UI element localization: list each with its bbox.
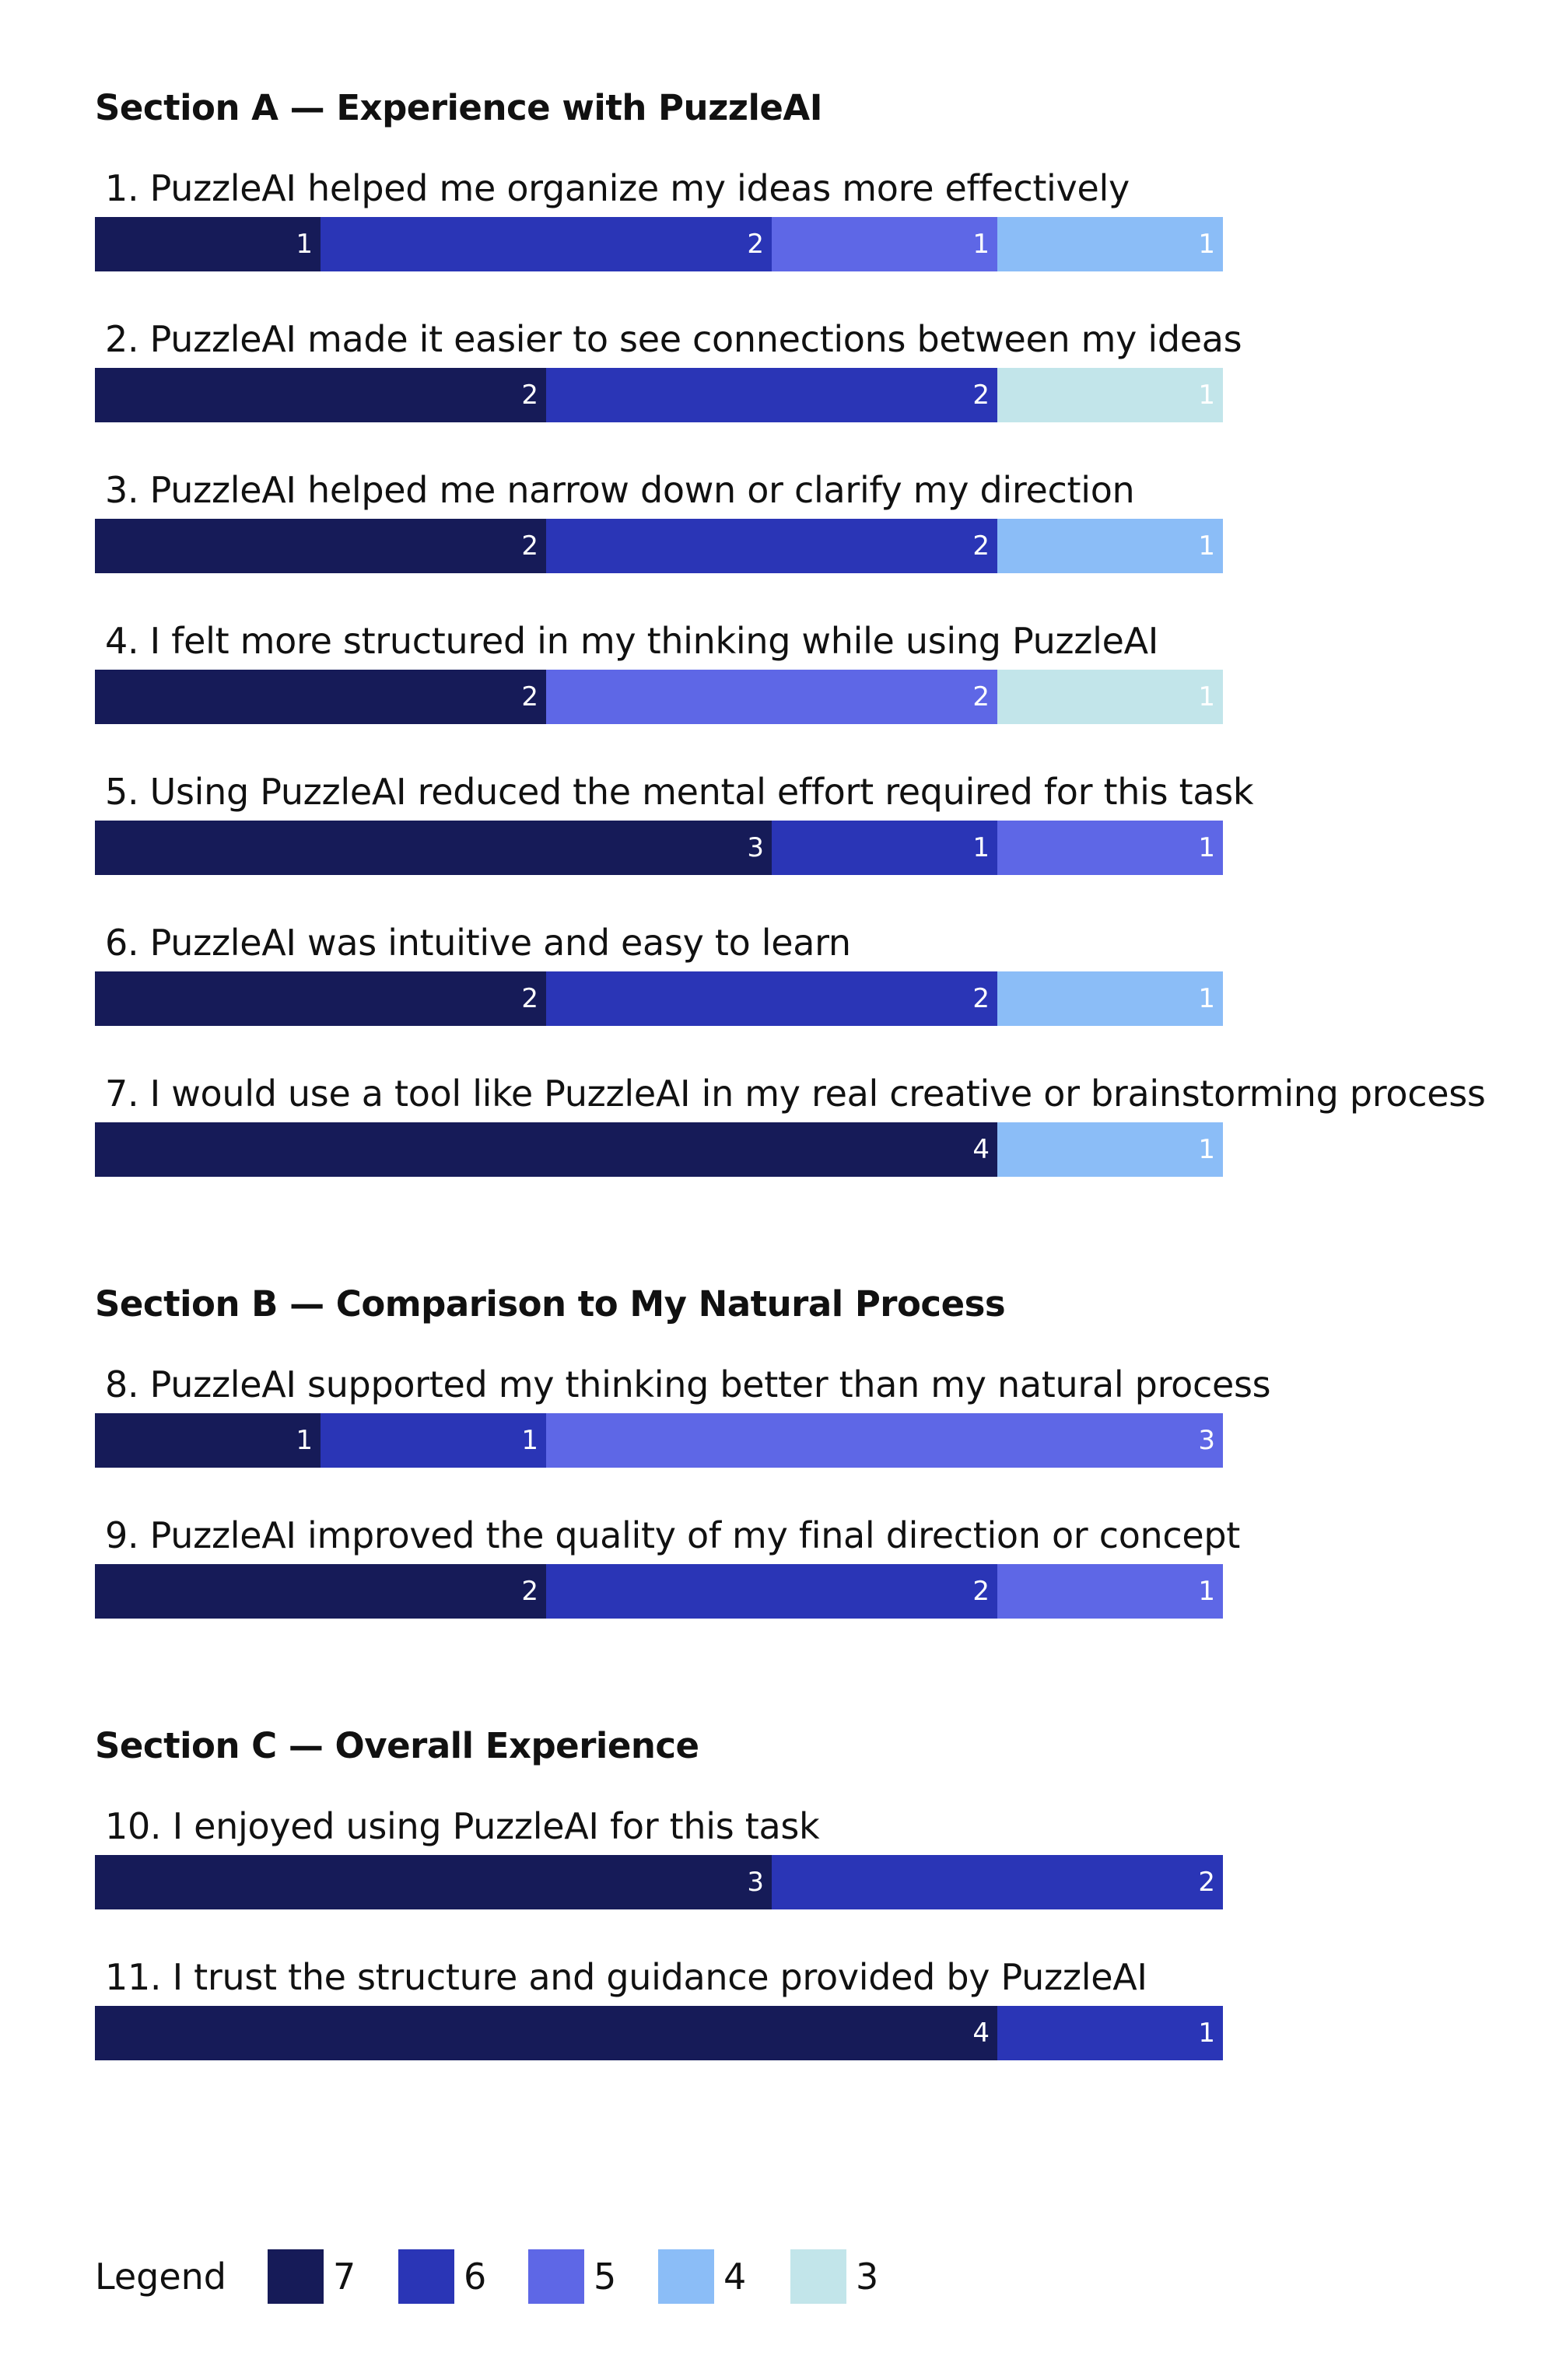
legend-swatch <box>528 2249 584 2304</box>
bar-segment-rating-7 <box>95 971 546 1026</box>
stacked-bar <box>95 1122 1223 1177</box>
bar-segment-rating-4 <box>997 519 1223 573</box>
bar-segment-rating-7 <box>95 217 321 271</box>
segment-count-label: 1 <box>1198 983 1215 1014</box>
bar-segment-rating-7 <box>95 1855 772 1909</box>
bar-segment-rating-6 <box>321 1413 546 1468</box>
question-label: 7. I would use a tool like PuzzleAI in my real creative or brainstorming process <box>105 1073 1486 1115</box>
bar-segment-rating-6 <box>546 368 997 422</box>
segment-count-label: 2 <box>521 983 538 1014</box>
stacked-bar <box>95 217 1223 271</box>
segment-count-label: 2 <box>972 1576 990 1607</box>
stacked-bar <box>95 1855 1223 1909</box>
segment-count-label: 1 <box>296 1425 313 1456</box>
section-title: Section B — Comparison to My Natural Process <box>95 1283 1006 1325</box>
question-row <box>0 922 1566 1038</box>
bar-segment-rating-6 <box>546 1564 997 1619</box>
bar-segment-rating-4 <box>997 1122 1223 1177</box>
segment-count-label: 1 <box>296 229 313 260</box>
bar-segment-rating-6 <box>997 2006 1223 2060</box>
question-row <box>0 469 1566 586</box>
section-title: Section A — Experience with PuzzleAI <box>95 87 822 128</box>
segment-count-label: 2 <box>972 681 990 712</box>
segment-count-label: 1 <box>521 1425 538 1456</box>
segment-count-label: 4 <box>972 1134 990 1165</box>
segment-count-label: 2 <box>521 1576 538 1607</box>
question-label: 6. PuzzleAI was intuitive and easy to learn <box>105 922 851 964</box>
question-label: 4. I felt more structured in my thinking while using PuzzleAI <box>105 620 1159 662</box>
stacked-bar <box>95 971 1223 1026</box>
legend-label: 5 <box>594 2256 617 2298</box>
bar-segment-rating-7 <box>95 368 546 422</box>
question-label: 1. PuzzleAI helped me organize my ideas more effectively <box>105 167 1130 209</box>
bar-segment-rating-7 <box>95 1122 997 1177</box>
segment-count-label: 1 <box>1198 2018 1215 2049</box>
question-row <box>0 1805 1566 1922</box>
bar-segment-rating-6 <box>772 821 997 875</box>
question-row <box>0 1956 1566 2073</box>
legend-label: 4 <box>723 2256 747 2298</box>
section-title: Section C — Overall Experience <box>95 1725 699 1766</box>
bar-segment-rating-5 <box>997 1564 1223 1619</box>
bar-segment-rating-3 <box>997 670 1223 724</box>
question-row <box>0 1514 1566 1631</box>
segment-count-label: 1 <box>1198 380 1215 411</box>
question-row <box>0 771 1566 887</box>
legend-swatch <box>268 2249 324 2304</box>
bar-segment-rating-7 <box>95 519 546 573</box>
question-label: 9. PuzzleAI improved the quality of my final direction or concept <box>105 1514 1241 1556</box>
legend-title: Legend <box>95 2256 226 2298</box>
bar-segment-rating-6 <box>321 217 772 271</box>
legend <box>95 2249 1184 2304</box>
segment-count-label: 1 <box>1198 681 1215 712</box>
segment-count-label: 2 <box>747 229 764 260</box>
bar-segment-rating-6 <box>546 519 997 573</box>
question-row <box>0 167 1566 284</box>
segment-count-label: 2 <box>521 681 538 712</box>
bar-segment-rating-5 <box>997 821 1223 875</box>
segment-count-label: 2 <box>1198 1867 1215 1898</box>
segment-count-label: 3 <box>747 832 764 863</box>
bar-segment-rating-3 <box>997 368 1223 422</box>
question-label: 3. PuzzleAI helped me narrow down or clarify my direction <box>105 469 1135 511</box>
bar-segment-rating-4 <box>997 217 1223 271</box>
segment-count-label: 1 <box>1198 530 1215 562</box>
question-label: 5. Using PuzzleAI reduced the mental effort required for this task <box>105 771 1254 813</box>
stacked-bar <box>95 821 1223 875</box>
segment-count-label: 1 <box>1198 832 1215 863</box>
bar-segment-rating-4 <box>997 971 1223 1026</box>
segment-count-label: 1 <box>1198 1576 1215 1607</box>
question-label: 10. I enjoyed using PuzzleAI for this task <box>105 1805 820 1847</box>
segment-count-label: 2 <box>521 530 538 562</box>
segment-count-label: 1 <box>972 832 990 863</box>
bar-segment-rating-5 <box>546 670 997 724</box>
segment-count-label: 2 <box>972 380 990 411</box>
legend-swatch <box>658 2249 714 2304</box>
bar-segment-rating-7 <box>95 670 546 724</box>
stacked-bar <box>95 670 1223 724</box>
legend-swatch <box>790 2249 846 2304</box>
segment-count-label: 1 <box>972 229 990 260</box>
segment-count-label: 3 <box>747 1867 764 1898</box>
bar-segment-rating-6 <box>546 971 997 1026</box>
question-label: 2. PuzzleAI made it easier to see connections between my ideas <box>105 318 1242 360</box>
question-row <box>0 1073 1566 1189</box>
bar-segment-rating-6 <box>772 1855 1223 1909</box>
segment-count-label: 3 <box>1198 1425 1215 1456</box>
stacked-bar <box>95 1413 1223 1468</box>
bar-segment-rating-7 <box>95 821 772 875</box>
legend-label: 7 <box>333 2256 356 2298</box>
question-row <box>0 318 1566 435</box>
stacked-bar <box>95 519 1223 573</box>
question-row <box>0 620 1566 737</box>
bar-segment-rating-5 <box>546 1413 1223 1468</box>
segment-count-label: 2 <box>521 380 538 411</box>
question-row <box>0 1363 1566 1480</box>
question-label: 11. I trust the structure and guidance provided by PuzzleAI <box>105 1956 1147 1998</box>
bar-segment-rating-7 <box>95 1413 321 1468</box>
bar-segment-rating-5 <box>772 217 997 271</box>
segment-count-label: 2 <box>972 530 990 562</box>
question-label: 8. PuzzleAI supported my thinking better than my natural process <box>105 1363 1271 1405</box>
segment-count-label: 1 <box>1198 229 1215 260</box>
legend-swatch <box>398 2249 454 2304</box>
stacked-bar <box>95 368 1223 422</box>
stacked-bar <box>95 1564 1223 1619</box>
legend-label: 6 <box>464 2256 487 2298</box>
segment-count-label: 1 <box>1198 1134 1215 1165</box>
stacked-bar <box>95 2006 1223 2060</box>
bar-segment-rating-7 <box>95 1564 546 1619</box>
bar-segment-rating-7 <box>95 2006 997 2060</box>
legend-label: 3 <box>856 2256 879 2298</box>
segment-count-label: 4 <box>972 2018 990 2049</box>
segment-count-label: 2 <box>972 983 990 1014</box>
